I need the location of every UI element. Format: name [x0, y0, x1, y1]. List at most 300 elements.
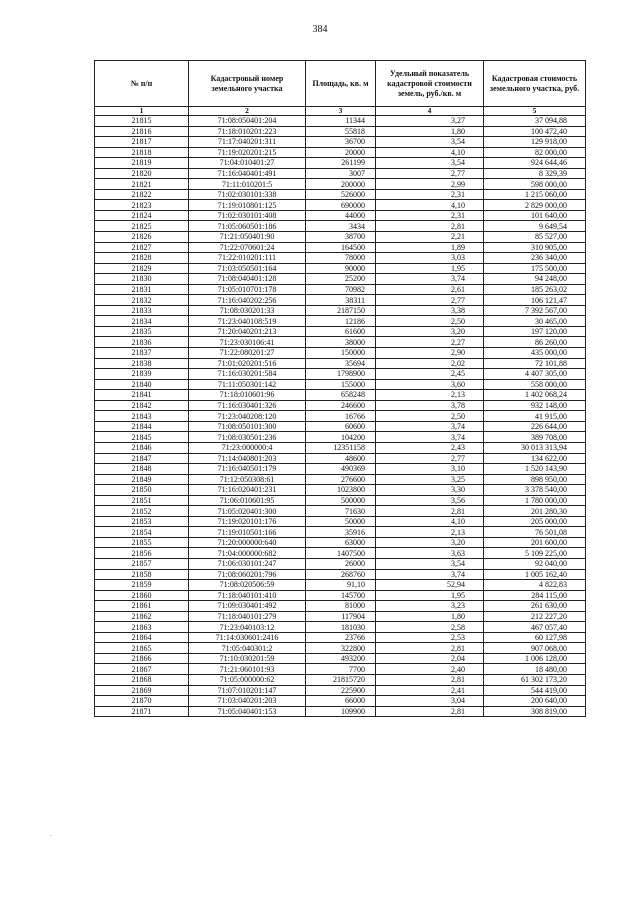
header-cadastral-number: Кадастровый номер земельного участка [189, 61, 306, 107]
cell-cadastral-cost: 284 115,00 [484, 590, 586, 601]
cell-unit-value: 2,50 [376, 316, 484, 327]
cell-cadastral-cost: 236 340,00 [484, 253, 586, 264]
cell-cadastral-number: 71:17:040201:311 [189, 137, 306, 148]
cell-area: 36700 [306, 137, 376, 148]
cell-row-number: 21819 [95, 158, 189, 169]
cell-unit-value: 3,25 [376, 474, 484, 485]
cell-row-number: 21817 [95, 137, 189, 148]
cell-cadastral-number: 71:21:050401:90 [189, 232, 306, 243]
cell-cadastral-number: 71:19:010501:166 [189, 527, 306, 538]
cell-cadastral-cost: 197 120,00 [484, 326, 586, 337]
cell-unit-value: 3,27 [376, 116, 484, 127]
cell-area: 109900 [306, 706, 376, 717]
cell-cadastral-cost: 72 101,88 [484, 358, 586, 369]
cell-row-number: 21829 [95, 263, 189, 274]
cell-cadastral-number: 71:08:050401:204 [189, 116, 306, 127]
cell-area: 493200 [306, 653, 376, 664]
cell-cadastral-number: 71:18:010601:96 [189, 390, 306, 401]
cell-cadastral-cost: 134 622,00 [484, 453, 586, 464]
table-row [95, 189, 586, 200]
table-row [95, 326, 586, 337]
cell-cadastral-number: 71:12:050308:61 [189, 474, 306, 485]
cell-cadastral-cost: 598 000,00 [484, 179, 586, 190]
cell-unit-value: 3,10 [376, 464, 484, 475]
table-row [95, 379, 586, 390]
table-row [95, 337, 586, 348]
cell-area: 48600 [306, 453, 376, 464]
cell-unit-value: 1,95 [376, 590, 484, 601]
cell-cadastral-cost: 129 918,00 [484, 137, 586, 148]
cell-unit-value: 3,74 [376, 432, 484, 443]
cell-row-number: 21834 [95, 316, 189, 327]
cell-unit-value: 3,30 [376, 485, 484, 496]
cell-cadastral-number: 71:03:050501:164 [189, 263, 306, 274]
table-row [95, 348, 586, 359]
cell-unit-value: 1,95 [376, 263, 484, 274]
table-row [95, 601, 586, 612]
cell-cadastral-cost: 898 950,00 [484, 474, 586, 485]
header-area: Площадь, кв. м [306, 61, 376, 107]
table-row [95, 643, 586, 654]
cell-unit-value: 3,54 [376, 137, 484, 148]
cell-unit-value: 3,56 [376, 495, 484, 506]
cell-cadastral-number: 71:19:010801:125 [189, 200, 306, 211]
page-number: 384 [312, 24, 328, 35]
cell-cadastral-cost: 467 057,40 [484, 622, 586, 633]
cell-area: 145700 [306, 590, 376, 601]
table-row [95, 474, 586, 485]
cell-cadastral-cost: 1 005 162,40 [484, 569, 586, 580]
cell-cadastral-cost: 185 263,02 [484, 284, 586, 295]
cell-row-number: 21842 [95, 400, 189, 411]
cell-unit-value: 4,10 [376, 516, 484, 527]
cell-unit-value: 2,77 [376, 168, 484, 179]
cell-cadastral-number: 71:08:060201:796 [189, 569, 306, 580]
cell-row-number: 21864 [95, 632, 189, 643]
cell-area: 26000 [306, 558, 376, 569]
cell-cadastral-number: 71:04:000000:682 [189, 548, 306, 559]
cell-area: 276600 [306, 474, 376, 485]
cell-area: 12186 [306, 316, 376, 327]
cell-row-number: 21832 [95, 295, 189, 306]
cell-cadastral-number: 71:06:010601:95 [189, 495, 306, 506]
cell-unit-value: 3,03 [376, 253, 484, 264]
cell-area: 63000 [306, 537, 376, 548]
cell-unit-value: 3,20 [376, 326, 484, 337]
column-number: 5 [484, 107, 586, 116]
cell-cadastral-number: 71:05:060501:186 [189, 221, 306, 232]
cell-unit-value: 2,13 [376, 390, 484, 401]
cell-row-number: 21823 [95, 200, 189, 211]
cell-cadastral-number: 71:08:030501:236 [189, 432, 306, 443]
cell-cadastral-number: 71:18:010201:223 [189, 126, 306, 137]
cell-cadastral-number: 71:22:010201:111 [189, 253, 306, 264]
table-row [95, 527, 586, 538]
table-row [95, 611, 586, 622]
cell-row-number: 21851 [95, 495, 189, 506]
cell-cadastral-number: 71:16:020401:231 [189, 485, 306, 496]
cell-cadastral-cost: 558 000,00 [484, 379, 586, 390]
cell-area: 20000 [306, 147, 376, 158]
table-row [95, 442, 586, 453]
cell-area: 1407500 [306, 548, 376, 559]
cell-cadastral-cost: 1 402 068,24 [484, 390, 586, 401]
cell-unit-value: 52,94 [376, 580, 484, 591]
cell-area: 1798900 [306, 369, 376, 380]
cell-area: 526000 [306, 189, 376, 200]
cell-unit-value: 2,81 [376, 643, 484, 654]
cell-cadastral-cost: 261 630,00 [484, 601, 586, 612]
cell-cadastral-cost: 4 407 305,00 [484, 369, 586, 380]
cell-unit-value: 2,77 [376, 295, 484, 306]
cell-cadastral-cost: 310 905,00 [484, 242, 586, 253]
cell-row-number: 21850 [95, 485, 189, 496]
cell-cadastral-cost: 60 127,98 [484, 632, 586, 643]
cell-area: 81000 [306, 601, 376, 612]
table-row [95, 232, 586, 243]
cell-cadastral-cost: 106 121,47 [484, 295, 586, 306]
cell-unit-value: 1,89 [376, 242, 484, 253]
cell-unit-value: 2,43 [376, 442, 484, 453]
table-row [95, 632, 586, 643]
footer-mark: . [50, 830, 52, 838]
cell-area: 38000 [306, 337, 376, 348]
cell-cadastral-number: 71:02:030101:338 [189, 189, 306, 200]
cell-cadastral-cost: 1 520 143,90 [484, 464, 586, 475]
cell-unit-value: 2,99 [376, 179, 484, 190]
cell-unit-value: 3,74 [376, 569, 484, 580]
table-row [95, 179, 586, 190]
cell-cadastral-number: 71:10:030201:59 [189, 653, 306, 664]
table-row [95, 147, 586, 158]
cell-area: 2187150 [306, 305, 376, 316]
table-row [95, 664, 586, 675]
table-row [95, 126, 586, 137]
cell-row-number: 21867 [95, 664, 189, 675]
table-row [95, 485, 586, 496]
cell-row-number: 21855 [95, 537, 189, 548]
cell-cadastral-cost: 85 527,00 [484, 232, 586, 243]
cell-cadastral-number: 71:05:040301:2 [189, 643, 306, 654]
cell-row-number: 21853 [95, 516, 189, 527]
cell-cadastral-number: 71:19:020201:215 [189, 147, 306, 158]
cell-unit-value: 2,58 [376, 622, 484, 633]
cell-cadastral-cost: 212 227,20 [484, 611, 586, 622]
cell-cadastral-cost: 435 000,00 [484, 348, 586, 359]
cell-cadastral-cost: 308 819,00 [484, 706, 586, 717]
table-row [95, 706, 586, 717]
cell-area: 117904 [306, 611, 376, 622]
cell-cadastral-cost: 2 829 000,00 [484, 200, 586, 211]
cell-row-number: 21861 [95, 601, 189, 612]
cell-cadastral-cost: 7 392 567,00 [484, 305, 586, 316]
cell-area: 70982 [306, 284, 376, 295]
cell-cadastral-cost: 544 419,00 [484, 685, 586, 696]
cell-area: 164500 [306, 242, 376, 253]
table-row [95, 137, 586, 148]
cell-unit-value: 3,04 [376, 696, 484, 707]
cell-cadastral-number: 71:23:040103:12 [189, 622, 306, 633]
cell-unit-value: 4,10 [376, 200, 484, 211]
cell-area: 658248 [306, 390, 376, 401]
cell-cadastral-number: 71:08:030201:33 [189, 305, 306, 316]
cell-area: 268760 [306, 569, 376, 580]
cell-unit-value: 3,78 [376, 400, 484, 411]
cell-unit-value: 1,80 [376, 611, 484, 622]
cell-row-number: 21858 [95, 569, 189, 580]
cell-row-number: 21816 [95, 126, 189, 137]
cell-cadastral-cost: 3 378 540,00 [484, 485, 586, 496]
cell-row-number: 21865 [95, 643, 189, 654]
cell-cadastral-cost: 76 501,08 [484, 527, 586, 538]
cell-cadastral-number: 71:20:000000:640 [189, 537, 306, 548]
cell-area: 155000 [306, 379, 376, 390]
cell-row-number: 21866 [95, 653, 189, 664]
cell-unit-value: 2,21 [376, 232, 484, 243]
table-row [95, 168, 586, 179]
cell-area: 1023800 [306, 485, 376, 496]
cell-cadastral-cost: 30 465,00 [484, 316, 586, 327]
table-row [95, 696, 586, 707]
table-row [95, 685, 586, 696]
cell-cadastral-cost: 9 649,54 [484, 221, 586, 232]
cell-unit-value: 2,45 [376, 369, 484, 380]
cell-row-number: 21838 [95, 358, 189, 369]
cell-cadastral-cost: 200 640,00 [484, 696, 586, 707]
cell-row-number: 21821 [95, 179, 189, 190]
cell-area: 104200 [306, 432, 376, 443]
cell-unit-value: 2,90 [376, 348, 484, 359]
cell-cadastral-number: 71:19:020101:176 [189, 516, 306, 527]
cell-unit-value: 2,02 [376, 358, 484, 369]
cell-cadastral-cost: 175 500,00 [484, 263, 586, 274]
cell-cadastral-number: 71:11:010201:5 [189, 179, 306, 190]
cell-row-number: 21826 [95, 232, 189, 243]
cell-unit-value: 2,77 [376, 453, 484, 464]
table-row [95, 253, 586, 264]
cell-unit-value: 2,27 [376, 337, 484, 348]
cell-unit-value: 3,74 [376, 421, 484, 432]
table-row [95, 622, 586, 633]
table-row [95, 453, 586, 464]
header-cadastral-cost: Кадастровая стоимость земельного участка, руб. [484, 61, 586, 107]
cell-cadastral-cost: 1 780 000,00 [484, 495, 586, 506]
cell-row-number: 21857 [95, 558, 189, 569]
table-row [95, 284, 586, 295]
cell-row-number: 21868 [95, 674, 189, 685]
cell-row-number: 21836 [95, 337, 189, 348]
cell-cadastral-number: 71:14:040801:203 [189, 453, 306, 464]
table-row [95, 495, 586, 506]
cell-unit-value: 3,60 [376, 379, 484, 390]
cell-cadastral-cost: 82 000,00 [484, 147, 586, 158]
column-number: 2 [189, 107, 306, 116]
cell-unit-value: 2,81 [376, 674, 484, 685]
cadastral-table-container [94, 60, 585, 717]
cell-area: 225900 [306, 685, 376, 696]
cell-row-number: 21862 [95, 611, 189, 622]
cell-cadastral-cost: 37 094,88 [484, 116, 586, 127]
cell-area: 3007 [306, 168, 376, 179]
cell-area: 322800 [306, 643, 376, 654]
cell-cadastral-number: 71:05:040401:153 [189, 706, 306, 717]
cell-cadastral-cost: 924 644,46 [484, 158, 586, 169]
cadastral-table [94, 60, 586, 717]
table-row [95, 305, 586, 316]
cell-row-number: 21845 [95, 432, 189, 443]
cell-row-number: 21847 [95, 453, 189, 464]
cell-cadastral-cost: 100 472,40 [484, 126, 586, 137]
table-row [95, 369, 586, 380]
cell-area: 66000 [306, 696, 376, 707]
table-row [95, 558, 586, 569]
cell-row-number: 21848 [95, 464, 189, 475]
table-column-numbers-row [95, 107, 586, 116]
table-row [95, 516, 586, 527]
cell-cadastral-cost: 94 248,00 [484, 274, 586, 285]
cell-row-number: 21844 [95, 421, 189, 432]
cell-cadastral-cost: 86 260,00 [484, 337, 586, 348]
cell-cadastral-number: 71:07:010201:147 [189, 685, 306, 696]
cell-area: 150000 [306, 348, 376, 359]
cell-cadastral-number: 71:21:060101:93 [189, 664, 306, 675]
cell-cadastral-number: 71:16:040501:179 [189, 464, 306, 475]
cell-cadastral-number: 71:18:040101:410 [189, 590, 306, 601]
cell-row-number: 21846 [95, 442, 189, 453]
cell-unit-value: 2,81 [376, 506, 484, 517]
cell-row-number: 21854 [95, 527, 189, 538]
table-row [95, 200, 586, 211]
table-row [95, 421, 586, 432]
cell-area: 44000 [306, 210, 376, 221]
cell-unit-value: 3,54 [376, 158, 484, 169]
cell-cadastral-number: 71:11:050301:142 [189, 379, 306, 390]
cell-row-number: 21820 [95, 168, 189, 179]
cell-row-number: 21825 [95, 221, 189, 232]
cell-cadastral-number: 71:01:020201:516 [189, 358, 306, 369]
cell-row-number: 21863 [95, 622, 189, 633]
cell-unit-value: 2,50 [376, 411, 484, 422]
cell-area: 38700 [306, 232, 376, 243]
table-row [95, 537, 586, 548]
cell-area: 12351158 [306, 442, 376, 453]
cell-area: 23766 [306, 632, 376, 643]
cell-area: 181030 [306, 622, 376, 633]
cell-row-number: 21852 [95, 506, 189, 517]
cell-area: 71630 [306, 506, 376, 517]
cell-area: 7700 [306, 664, 376, 675]
table-row [95, 116, 586, 127]
cell-unit-value: 3,20 [376, 537, 484, 548]
cell-row-number: 21833 [95, 305, 189, 316]
table-row [95, 390, 586, 401]
table-row [95, 316, 586, 327]
cell-unit-value: 2,81 [376, 706, 484, 717]
table-row [95, 158, 586, 169]
cell-row-number: 21843 [95, 411, 189, 422]
cell-area: 78000 [306, 253, 376, 264]
cell-cadastral-cost: 932 148,00 [484, 400, 586, 411]
cell-cadastral-number: 71:23:040108:519 [189, 316, 306, 327]
cell-cadastral-number: 71:23:030106:41 [189, 337, 306, 348]
column-number: 4 [376, 107, 484, 116]
cell-area: 25200 [306, 274, 376, 285]
cell-cadastral-number: 71:08:050101:300 [189, 421, 306, 432]
cell-cadastral-number: 71:18:040101:279 [189, 611, 306, 622]
cell-cadastral-number: 71:16:040401:491 [189, 168, 306, 179]
cell-row-number: 21856 [95, 548, 189, 559]
cell-row-number: 21835 [95, 326, 189, 337]
cell-cadastral-number: 71:06:030101:247 [189, 558, 306, 569]
cell-unit-value: 2,61 [376, 284, 484, 295]
cell-cadastral-number: 71:02:030101:408 [189, 210, 306, 221]
cell-cadastral-cost: 205 000,00 [484, 516, 586, 527]
cell-row-number: 21831 [95, 284, 189, 295]
cell-row-number: 21860 [95, 590, 189, 601]
cell-row-number: 21824 [95, 210, 189, 221]
cell-unit-value: 3,74 [376, 274, 484, 285]
table-row [95, 548, 586, 559]
cell-unit-value: 2,31 [376, 189, 484, 200]
cell-unit-value: 2,04 [376, 653, 484, 664]
cell-cadastral-number: 71:16:030401:326 [189, 400, 306, 411]
cell-unit-value: 4,10 [376, 147, 484, 158]
cell-row-number: 21818 [95, 147, 189, 158]
cell-area: 690000 [306, 200, 376, 211]
cell-area: 35694 [306, 358, 376, 369]
cell-unit-value: 2,13 [376, 527, 484, 538]
table-row [95, 221, 586, 232]
cell-area: 246600 [306, 400, 376, 411]
cell-cadastral-number: 71:05:000000:62 [189, 674, 306, 685]
cell-unit-value: 3,38 [376, 305, 484, 316]
cell-area: 21815720 [306, 674, 376, 685]
cell-row-number: 21822 [95, 189, 189, 200]
cell-area: 11344 [306, 116, 376, 127]
cell-cadastral-cost: 101 640,00 [484, 210, 586, 221]
cell-cadastral-cost: 907 068,00 [484, 643, 586, 654]
table-row [95, 242, 586, 253]
cell-unit-value: 2,81 [376, 221, 484, 232]
cell-cadastral-number: 71:22:070601:24 [189, 242, 306, 253]
cell-cadastral-cost: 201 600,00 [484, 537, 586, 548]
cell-unit-value: 2,41 [376, 685, 484, 696]
cell-cadastral-number: 71:08:040401:128 [189, 274, 306, 285]
cell-cadastral-number: 71:16:030201:584 [189, 369, 306, 380]
cell-area: 490369 [306, 464, 376, 475]
cell-unit-value: 2,40 [376, 664, 484, 675]
cell-cadastral-cost: 201 280,30 [484, 506, 586, 517]
cell-row-number: 21839 [95, 369, 189, 380]
cell-unit-value: 3,54 [376, 558, 484, 569]
cell-cadastral-cost: 1 215 060,00 [484, 189, 586, 200]
table-row [95, 590, 586, 601]
cell-area: 38311 [306, 295, 376, 306]
cell-cadastral-number: 71:09:030401:492 [189, 601, 306, 612]
cell-cadastral-cost: 18 480,00 [484, 664, 586, 675]
cell-row-number: 21815 [95, 116, 189, 127]
cell-cadastral-cost: 226 644,00 [484, 421, 586, 432]
cell-cadastral-number: 71:23:000000:4 [189, 442, 306, 453]
cell-area: 261199 [306, 158, 376, 169]
table-row [95, 400, 586, 411]
table-row [95, 580, 586, 591]
table-row [95, 674, 586, 685]
cell-area: 61600 [306, 326, 376, 337]
cell-row-number: 21859 [95, 580, 189, 591]
cell-cadastral-cost: 389 708,00 [484, 432, 586, 443]
cell-cadastral-number: 71:03:040201:203 [189, 696, 306, 707]
